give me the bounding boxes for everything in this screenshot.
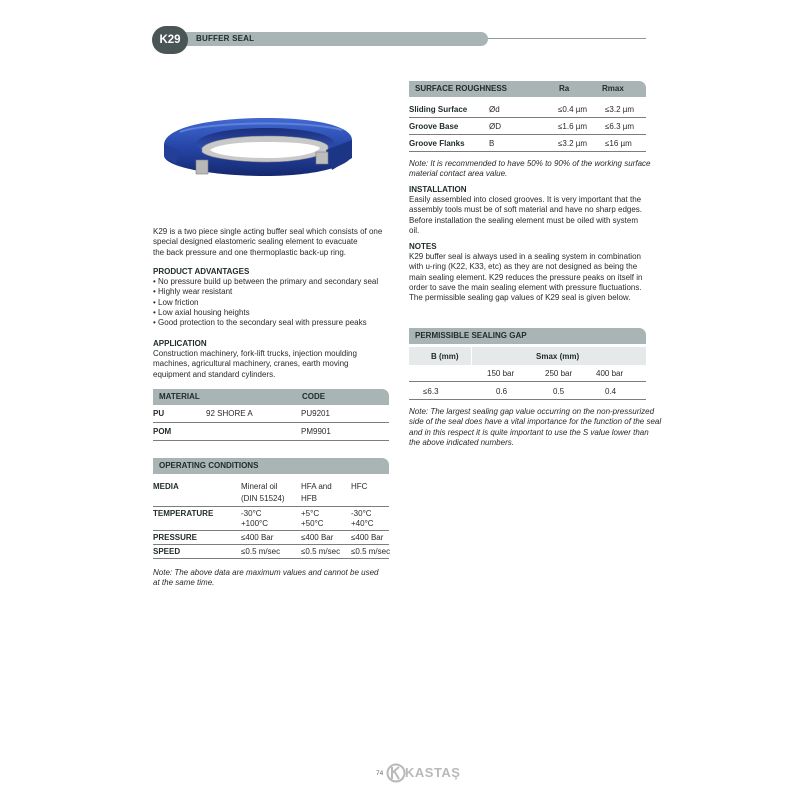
roughness-heading: SURFACE ROUGHNESS [415, 84, 508, 93]
temperature-value: -30°C [351, 509, 372, 518]
rmax-value: ≤16 µm [605, 139, 632, 148]
sealing-gap-heading: PERMISSIBLE SEALING GAP [415, 331, 527, 340]
header-rule [488, 38, 646, 39]
ra-value: ≤3.2 µm [558, 139, 588, 148]
intro-paragraph [153, 227, 382, 258]
pressure-value: ≤400 Bar [351, 533, 384, 542]
application-line: Construction machinery, fork-lift trucks, injection moulding [153, 349, 357, 358]
surface-name: Groove Flanks [409, 139, 465, 148]
page-title: BUFFER SEAL [196, 34, 255, 43]
application-heading: APPLICATION [153, 339, 207, 348]
b-column-header: B (mm) [431, 352, 459, 361]
table-divider [409, 399, 646, 400]
temperature-value: -30°C [241, 509, 262, 518]
material-code: PU9201 [301, 409, 330, 418]
page-header [152, 26, 646, 56]
table-divider [153, 506, 389, 507]
note-line: side of the seal does have a vital importance for the function of the seal [409, 417, 662, 427]
smax-value: 0.4 [605, 387, 617, 396]
material-name: POM [153, 427, 172, 436]
notes-heading: NOTES [409, 242, 437, 251]
b-value: ≤6.3 [423, 387, 439, 396]
note-line: and in this respect it is quite important to use the S value lower than [409, 427, 649, 437]
table-divider [153, 530, 389, 531]
speed-value: ≤0.5 m/sec [351, 547, 391, 556]
installation-heading: INSTALLATION [409, 185, 467, 194]
temperature-value: +5°C [301, 509, 320, 518]
ra-value: ≤1.6 µm [558, 122, 588, 131]
media-label: MEDIA [153, 482, 179, 491]
product-code-badge: K29 [152, 26, 188, 54]
speed-value: ≤0.5 m/sec [301, 547, 341, 556]
note-line: the above indicated numbers. [409, 437, 514, 447]
surface-name: Sliding Surface [409, 105, 468, 114]
temperature-value: +100°C [241, 519, 268, 528]
installation-line: Before installation the sealing element must be oiled with system [409, 215, 639, 225]
surface-name: Groove Base [409, 122, 459, 131]
speed-label: SPEED [153, 547, 181, 556]
pressure-column-header: 250 bar [545, 369, 573, 378]
pressure-value: ≤400 Bar [301, 533, 334, 542]
rmax-value: ≤6.3 µm [605, 122, 635, 131]
table-divider [409, 381, 646, 382]
table-divider [409, 151, 646, 152]
kastas-logo-icon [386, 763, 406, 783]
media-value: (DIN 51524) [241, 494, 285, 503]
intro-line: the back pressure and one thermoplastic back-up ring. [153, 247, 346, 257]
temperature-label: TEMPERATURE [153, 509, 214, 518]
smax-value: 0.5 [553, 387, 565, 396]
speed-value: ≤0.5 m/sec [241, 547, 281, 556]
notes-line: order to save the main sealing element with pressure fluctuations. [409, 282, 642, 292]
advantages-heading: PRODUCT ADVANTAGES [153, 267, 250, 276]
list-item: • Highly wear resistant [153, 287, 233, 297]
installation-line: oil. [409, 225, 420, 235]
notes-line: main sealing element. K29 reduces the pressure peaks on itself in [409, 272, 643, 282]
temperature-value: +40°C [351, 519, 374, 528]
application-line: equipment and standard cylinders. [153, 369, 276, 379]
surface-symbol: B [489, 139, 495, 148]
brand-name: KASTAŞ [405, 765, 461, 780]
note-line: material contact area value. [409, 169, 508, 179]
operating-note [153, 568, 378, 589]
operating-table-header [153, 458, 389, 474]
notes-text [409, 252, 642, 303]
sealing-gap-subheader [409, 347, 646, 365]
notes-line: with u-ring (K22, K33, etc) as they are not designed as being the [409, 262, 638, 272]
code-column-header: CODE [302, 392, 326, 401]
roughness-table-header [409, 81, 646, 97]
pressure-label: PRESSURE [153, 533, 198, 542]
installation-text [409, 195, 642, 236]
rmax-column-header: Rmax [602, 84, 624, 93]
rmax-value: ≤3.2 µm [605, 105, 635, 114]
list-item: • Good protection to the secondary seal with pressure peaks [153, 318, 367, 328]
table-divider [153, 440, 389, 441]
surface-symbol: ØD [489, 122, 501, 131]
table-divider [153, 422, 389, 423]
notes-line: K29 buffer seal is always used in a sealing system in combination [409, 252, 641, 261]
installation-line: assembly tools must be of soft material and have no sharp edges. [409, 205, 643, 215]
material-table-header [153, 389, 389, 405]
smax-column-header: Smax (mm) [536, 352, 580, 361]
buffer-seal-image [156, 110, 366, 190]
pressure-column-header: 150 bar [487, 369, 515, 378]
intro-line: K29 is a two piece single acting buffer seal which consists of one [153, 227, 383, 236]
pressure-column-header: 400 bar [596, 369, 624, 378]
sealing-gap-note [409, 407, 661, 448]
list-item: • Low axial housing heights [153, 307, 250, 317]
media-value: HFC [351, 482, 368, 491]
media-value: HFA and [301, 482, 332, 491]
ra-value: ≤0.4 µm [558, 105, 588, 114]
page-number: 74 [376, 770, 384, 777]
ra-column-header: Ra [559, 84, 570, 93]
material-name: PU [153, 409, 165, 418]
pressure-value: ≤400 Bar [241, 533, 274, 542]
media-value: Mineral oil [241, 482, 278, 491]
note-line: Note: It is recommended to have 50% to 90% of the working surface [409, 159, 651, 168]
column-divider [471, 347, 472, 365]
sealing-gap-table-header [409, 328, 646, 344]
advantages-list [153, 277, 378, 328]
note-line: Note: The above data are maximum values and cannot be used [153, 568, 379, 577]
application-line: machines, agricultural machinery, cranes, earth moving [153, 359, 349, 369]
note-line: at the same time. [153, 578, 215, 588]
surface-symbol: Ød [489, 105, 500, 114]
smax-value: 0.6 [496, 387, 508, 396]
operating-heading: OPERATING CONDITIONS [159, 461, 259, 470]
list-item: • No pressure build up between the primary and secondary seal [153, 277, 379, 286]
table-divider [409, 117, 646, 118]
temperature-value: +50°C [301, 519, 324, 528]
table-divider [409, 134, 646, 135]
material-column-header: MATERIAL [159, 392, 200, 401]
media-value: HFB [301, 494, 317, 503]
notes-line: The permissible sealing gap values of K29 seal is given below. [409, 293, 631, 303]
material-code: PM9901 [301, 427, 331, 436]
installation-line: Easily assembled into closed grooves. It is very important that the [409, 195, 642, 204]
material-grade: 92 SHORE A [206, 409, 253, 418]
table-divider [153, 558, 389, 559]
intro-line: special designed elastomeric sealing element to evacuate [153, 237, 358, 247]
roughness-note [409, 159, 650, 180]
list-item: • Low friction [153, 297, 199, 307]
table-divider [153, 544, 389, 545]
application-text [153, 349, 357, 380]
note-line: Note: The largest sealing gap value occurring on the non-pressurized [409, 407, 655, 416]
